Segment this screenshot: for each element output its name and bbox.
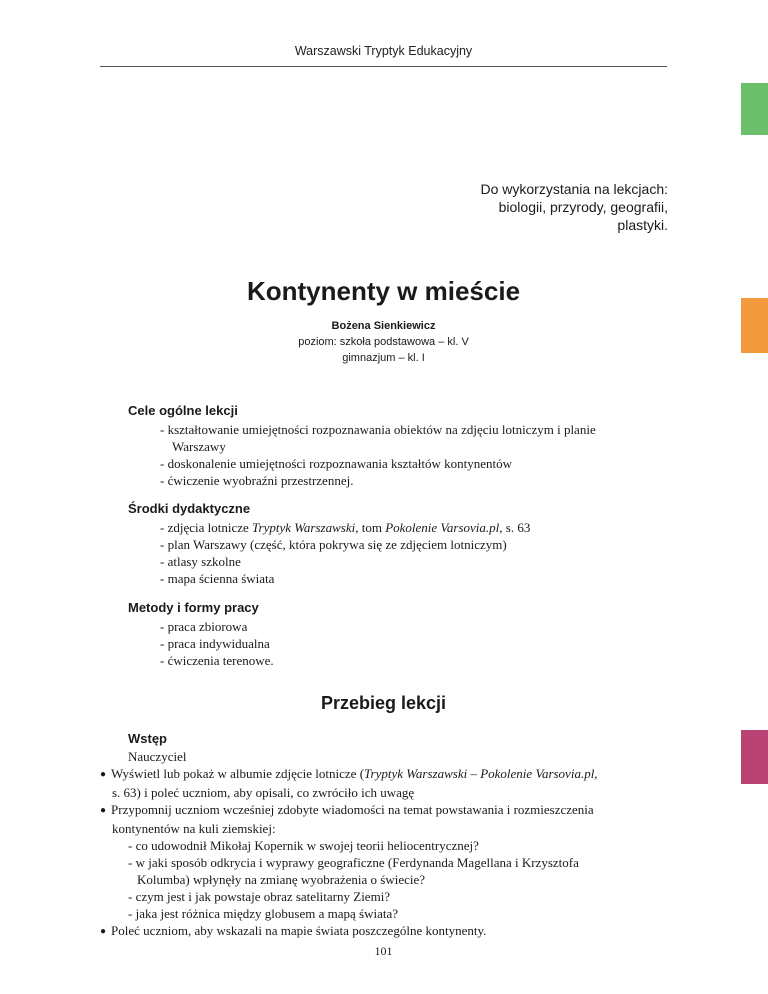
page-title: Kontynenty w mieście <box>246 276 521 306</box>
author-block <box>100 318 667 366</box>
list-item: Warszawy <box>172 439 226 454</box>
list-item: - zdjęcia lotnicze Tryptyk Warszawski, tom Pokolenie Varsovia.pl, s. 63 <box>160 520 531 535</box>
list-item: - atlasy szkolne <box>160 554 241 569</box>
section-tab-pink <box>741 730 768 784</box>
means-heading: Środki dydaktyczne <box>128 501 251 516</box>
goals-list <box>160 421 668 489</box>
question-item: Kolumba) wpłynęły na zmianę wyobrażenia o świecie? <box>137 872 426 887</box>
running-header: Warszawski Tryptyk Edukacyjny <box>294 44 473 58</box>
teacher-label: Nauczyciel <box>128 749 187 764</box>
question-item: - co udowodnił Mikołaj Kopernik w swojej teorii heliocentrycznej? <box>128 838 479 853</box>
question-item: - czym jest i jak powstaje obraz satelitarny Ziemi? <box>128 889 391 904</box>
list-item: - praca indywidualna <box>160 636 270 651</box>
level-line: poziom: szkoła podstawowa – kl. V <box>298 336 469 348</box>
list-item: ● Przypomnij uczniom wcześniej zdobyte wiadomości na temat powstawania i rozmieszczenia <box>100 801 670 820</box>
usage-line: biologii, przyrody, geografii, <box>498 199 668 215</box>
course-heading: Przebieg lekcji <box>320 693 447 713</box>
methods-list <box>160 618 668 669</box>
list-item: - praca zbiorowa <box>160 619 248 634</box>
bullet-icon <box>100 923 111 938</box>
header-divider <box>100 66 667 67</box>
usage-line: Do wykorzystania na lekcjach: <box>480 181 668 197</box>
list-item: ● Poleć uczniom, aby wskazali na mapie świata poszczególne kontynenty. <box>100 922 670 941</box>
methods-heading: Metody i formy pracy <box>128 600 259 615</box>
section-tab-green <box>741 83 768 135</box>
level-line: gimnazjum – kl. I <box>342 352 425 364</box>
usage-note <box>480 180 668 234</box>
list-item: - kształtowanie umiejętności rozpoznawania obiektów na zdjęciu lotniczym i planie <box>160 422 596 437</box>
goals-heading: Cele ogólne lekcji <box>128 403 238 418</box>
means-list <box>160 519 668 587</box>
list-item: - ćwiczenie wyobraźni przestrzennej. <box>160 473 354 488</box>
list-item: s. 63) i poleć uczniom, aby opisali, co zwróciło ich uwagę <box>112 785 415 800</box>
usage-line: plastyki. <box>617 217 668 233</box>
intro-heading: Wstęp <box>128 731 167 746</box>
question-item: - w jaki sposób odkrycia i wyprawy geograficzne (Ferdynanda Magellana i Krzysztofa <box>128 855 579 870</box>
list-item: - ćwiczenia terenowe. <box>160 653 274 668</box>
list-item: - mapa ścienna świata <box>160 571 275 586</box>
bullet-icon <box>100 802 111 817</box>
author-name: Bożena Sienkiewicz <box>331 320 436 332</box>
list-item: - doskonalenie umiejętności rozpoznawania kształtów kontynentów <box>160 456 512 471</box>
page-number: 101 <box>374 944 393 958</box>
bullet-icon <box>100 766 111 781</box>
list-item: ● Wyświetl lub pokaż w albumie zdjęcie lotnicze (Tryptyk Warszawski – Pokolenie Varsovia.pl, <box>100 765 670 784</box>
list-item: kontynentów na kuli ziemskiej: <box>112 821 276 836</box>
list-item: - plan Warszawy (część, która pokrywa się ze zdjęciem lotniczym) <box>160 537 507 552</box>
intro-body <box>100 748 670 941</box>
question-item: - jaka jest różnica między globusem a mapą świata? <box>128 906 399 921</box>
section-tab-orange <box>741 298 768 353</box>
